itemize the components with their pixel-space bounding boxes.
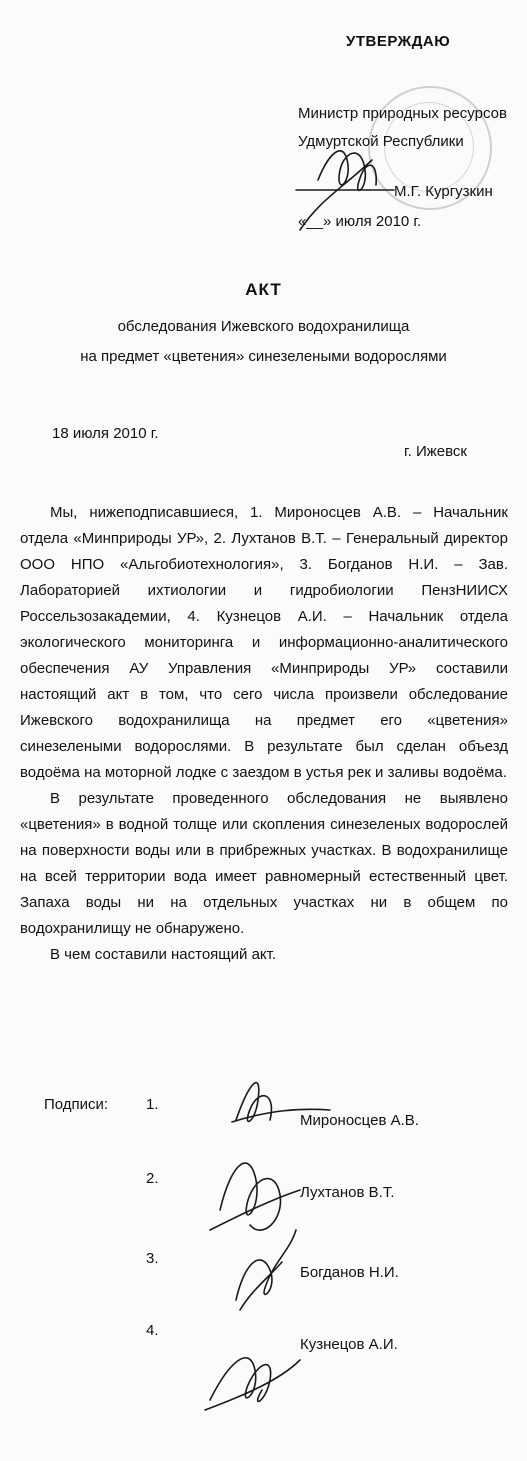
signature-name: Лухтанов В.Т.	[300, 1184, 395, 1201]
signature-number: 3.	[146, 1250, 159, 1267]
signature-row	[0, 1322, 527, 1352]
act-city: г. Ижевск	[404, 443, 467, 460]
signature-name: Мироносцев А.В.	[300, 1112, 419, 1129]
signature-row	[0, 1170, 527, 1200]
signature-row	[0, 1250, 527, 1280]
signature-name: Богданов Н.И.	[300, 1264, 399, 1281]
approval-position-line1: Министр природных ресурсов	[298, 105, 507, 122]
signature-number: 2.	[146, 1170, 159, 1187]
paragraph-participants: Мы, нижеподписавшиеся, 1. Мироносцев А.В. – Начальник отдела «Минприроды УР», 2. Лухтанов В.Т. – Генеральный директор ООО НПО «Альгобиотехнология», 3. Богданов Н.И. – Зав. Лабораторией ихтиологии и гидробиологии ПензНИИСХ Россельзозакадемии, 4. Кузнецов А.И. – Начальник отдела экологического мониторинга и информационно-аналитического обеспечения АУ Управления «Минприроды УР» составили настоящий акт в том, что сего числа произвели обследование Ижевского водохранилища на предмет его «цветения» синезелеными водорослями. В результате был сделан объезд водоёма на моторной лодке с заездом в устья рек и заливы водоёма.	[20, 504, 508, 781]
approval-title: УТВЕРЖДАЮ	[346, 33, 451, 50]
signature-name: Кузнецов А.И.	[300, 1336, 398, 1353]
approval-date: «__» июля 2010 г.	[298, 213, 422, 230]
act-date: 18 июля 2010 г.	[52, 425, 159, 442]
act-subtitle-line2: на предмет «цветения» синезелеными водорослями	[80, 348, 447, 365]
paragraph-results: В результате проведенного обследования не выявлено «цветения» в водной толще или скопления синезеленых водорослей на поверхности воды или в прибрежных участках. В водохранилище на всей территории вода имеет равномерный естественный цвет. Запаха воды ни на отдельных участках ни в общем по водохранилищу не обнаружено.	[20, 790, 508, 937]
signature-row	[0, 1096, 527, 1129]
signature-number: 1.	[146, 1096, 159, 1113]
approval-name: М.Г. Кургузкин	[394, 183, 493, 200]
approval-position-line2: Удмуртской Республики	[298, 133, 464, 150]
signatures-label: Подписи:	[44, 1096, 109, 1113]
signature-number: 4.	[146, 1322, 159, 1339]
act-body	[20, 500, 508, 968]
act-title: АКТ	[245, 280, 282, 299]
paragraph-closing: В чем составили настоящий акт.	[50, 946, 277, 963]
act-subtitle-line1: обследования Ижевского водохранилища	[117, 318, 410, 335]
